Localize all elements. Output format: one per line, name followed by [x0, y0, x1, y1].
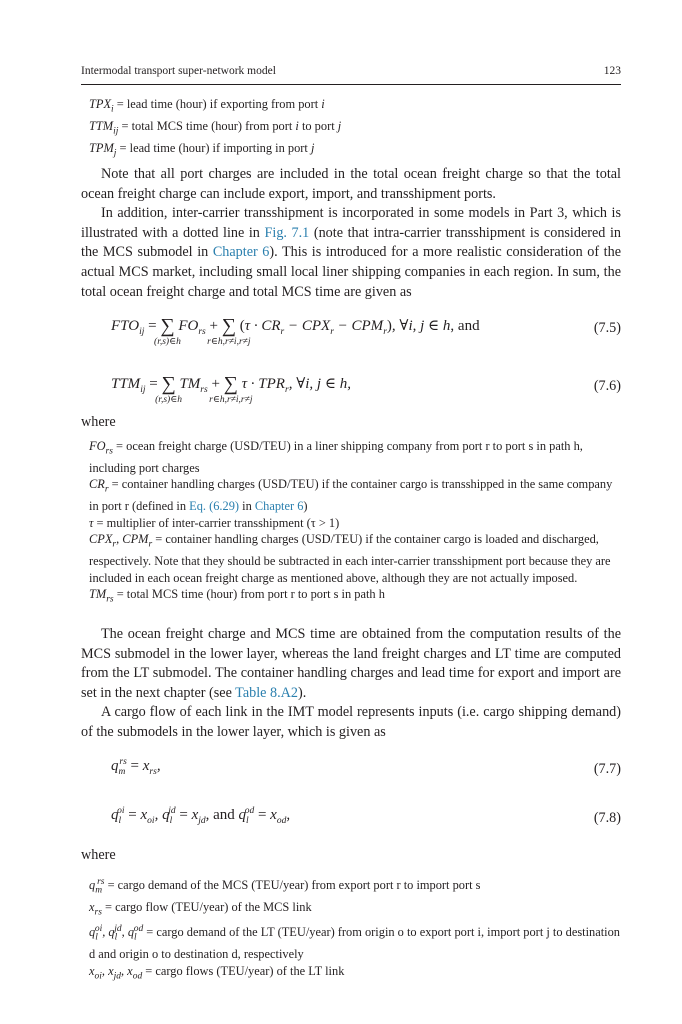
body-paragraphs-1 — [81, 165, 621, 302]
paragraph-cargo-flow: A cargo flow of each link in the IMT model represents inputs (i.e. cargo shipping demand) of the submodels in the lower layer, which is given as — [81, 704, 621, 740]
definition-tpm: $TPM_j$ = lead time (hour) if importing in port j — [89, 140, 315, 159]
equation-7-7 — [81, 757, 621, 787]
equation-7-6 — [81, 374, 621, 404]
definitions-middle — [81, 438, 621, 608]
equation-number-7-8: (7.8) — [593, 810, 621, 826]
body-paragraphs-2 — [81, 625, 621, 743]
where-label: where — [81, 414, 116, 430]
definitions-bottom — [81, 874, 621, 985]
definition-x-l: $x_{oi}$, $x_{jd}$, $x_{od}$ = cargo flows (TEU/year) of the LT link — [89, 963, 345, 982]
paragraph-port-charges: Note that all port charges are included in the total ocean freight charge so that the total ocean freight charge can include export, import, and transshipment ports. — [81, 166, 621, 202]
equation-7-8 — [81, 806, 621, 836]
equation-number-7-6: (7.6) — [593, 378, 621, 394]
equation-7-8-body: $q_l^{oi} = x_{oi}$, $q_l^{jd} = x_{jd}$, and $q_l^{od} = x_{od}$, — [111, 806, 291, 826]
definition-fo: $FO_{rs}$ = ocean freight charge (USD/TEU) in a liner shipping company from port r to port s in path h, including port charges — [89, 439, 583, 475]
link-chapter-6-b[interactable]: Chapter 6 — [254, 499, 304, 514]
definition-q-rs: $q_m^{rs}$ = cargo demand of the MCS (TEU/year) from export port r to import port s — [89, 877, 481, 896]
definition-tpx: $TPX_i$ = lead time (hour) if exporting from port i — [89, 97, 325, 115]
page-number: 123 — [603, 65, 621, 77]
link-eq-6-29[interactable]: Eq. (6.29) — [189, 499, 240, 514]
definition-cpx-cpm: $CPX_r$, $CPM_r$ = container handling charges (USD/TEU) if the container cargo is loaded and discharged, respectively. Note that they should be subtracted in each inter-carrier transshipment port because they are included in each ocean freight charge as mentioned above, although they are not actually imposed. — [89, 532, 611, 585]
definition-tm: $TM_{rs}$ = total MCS time (hour) from port r to port s in path h — [89, 587, 385, 605]
equation-number-7-7: (7.7) — [593, 761, 621, 777]
definitions-top — [81, 96, 621, 162]
equation-7-7-body: $q_m^{rs} = x_{rs}$, — [111, 757, 161, 777]
running-head-title: Intermodal transport super-network model — [81, 65, 276, 77]
paragraph-computation: The ocean freight charge and MCS time are obtained from the computation results of the MCS submodel in the lower layer, whereas the land freight charges and LT time are computed from the LT submodel. The container handling charges and lead time for export and import are set in the next chapter (see Table 8.A2). — [81, 626, 621, 701]
where-label-2: where — [81, 847, 116, 863]
definition-tau: τ = multiplier of inter-carrier transshipment (τ > 1) — [89, 515, 340, 530]
definition-cr: $CR_r$ = container handling charges (USD/TEU) if the container cargo is transshipped in the same company in port r (defined in Eq. (6.29) in Chapter 6) — [89, 477, 613, 514]
link-fig-7-1[interactable]: Fig. 7.1 — [264, 224, 310, 241]
definition-q-l: $q_l^{oi}$, $q_l^{jd}$, $q_l^{od}$ = cargo demand of the LT (TEU/year) from origin o to export port i, import port j to destination d and origin o to destination d, respectively — [89, 924, 621, 962]
equation-7-5-body: $FTO_{ij}$ = ∑ (r,s)∈h $FO_{rs}$ + ∑ r∈h,r≠i,r≠j $(\tau \cdot CR_r - CPX_r - CPM_r)$, ∀i, j ∈ h, and — [111, 315, 480, 347]
equation-7-6-body: $TTM_{ij}$ = ∑ (r,s)∈h $TM_{rs}$ + ∑ r∈h,r≠i,r≠j $\tau \cdot TPR_r$, ∀i, j ∈ h, — [111, 373, 351, 405]
definition-x-rs: $x_{rs}$ = cargo flow (TEU/year) of the MCS link — [89, 900, 312, 918]
definition-ttm: $TTM_{ij}$ = total MCS time (hour) from port i to port j — [89, 118, 342, 137]
equation-number-7-5: (7.5) — [593, 320, 621, 336]
link-table-8-a2[interactable]: Table 8.A2 — [235, 684, 299, 701]
header-rule — [81, 84, 621, 85]
equation-7-5 — [81, 316, 621, 346]
link-chapter-6[interactable]: Chapter 6 — [212, 244, 270, 261]
paragraph-transshipment: In addition, inter-carrier transshipment is incorporated in some models in Part 3, which is illustrated with a dotted line in Fig. 7.1 (note that intra-carrier transshipment is considered in the MCS submodel in Chapter 6). This is introduced for a more realistic consideration of the actual MCS market, including small local liner shipping companies in each region. In sum, the total ocean freight charge and total MCS time are given as — [81, 205, 621, 300]
